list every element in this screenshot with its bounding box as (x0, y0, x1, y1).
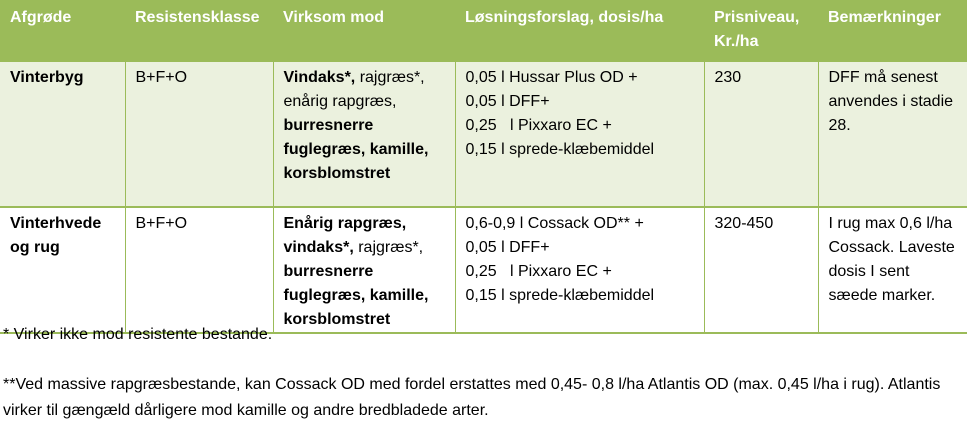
effective-bold-primary: Enårig rapgræs, vindaks*, (283, 215, 407, 256)
cell-remarks: DFF må senest anvendes i stadie 28. (818, 61, 967, 207)
cell-resistance: B+F+O (125, 207, 273, 333)
header-remarks: Bemærkninger (818, 0, 967, 61)
solution-line: 0,25 l Pixxaro EC + (465, 117, 612, 134)
cell-effective (273, 61, 455, 207)
effective-bold-secondary: burresnerre fuglegræs, kamille, korsblomstret (283, 263, 429, 328)
cell-crop: Vinterhvede og rug (0, 207, 125, 333)
cell-remarks: I rug max 0,6 l/ha Cossack. Laveste dosis I sent sæede marker. (818, 207, 967, 333)
effective-plain: rajgræs*, (358, 239, 424, 256)
cell-resistance: B+F+O (125, 61, 273, 207)
header-resistance-class: Resistensklasse (125, 0, 273, 61)
solution-line: 0,6-0,9 l Cossack OD** + (465, 215, 644, 232)
table-row (0, 61, 967, 207)
solution-line: 0,05 l DFF+ (465, 93, 550, 110)
cell-solution (455, 207, 704, 333)
footnote-resistance: * Virker ikke mod resistente bestande. (3, 326, 273, 343)
solution-line: 0,25 l Pixxaro EC + (465, 263, 612, 280)
cell-solution (455, 61, 704, 207)
header-crop: Afgrøde (0, 0, 125, 61)
footnote-cossack-alternative: **Ved massive rapgræsbestande, kan Cossack OD med fordel erstattes med 0,45- 0,8 l/ha Atlantis OD (max. 0,45 l/ha i rug). Atlantis virker til gængæld dårligere mod kamille og andre bredbladede arter. (3, 376, 941, 419)
solution-line: 0,05 l Hussar Plus OD + (465, 69, 638, 86)
effective-plain: rajgræs*, enårig rapgræs, (283, 69, 425, 110)
table-header-row (0, 0, 967, 61)
effective-bold-primary: Vindaks*, (283, 69, 356, 86)
header-solution-dose: Løsningsforslag, dosis/ha (455, 0, 704, 61)
header-price-level: Prisniveau, Kr./ha (704, 0, 818, 61)
solution-line: 0,15 l sprede-klæbemiddel (465, 287, 655, 304)
header-effective-against: Virksom mod (273, 0, 455, 61)
cell-price: 230 (704, 61, 818, 207)
table-row (0, 207, 967, 333)
cell-effective (273, 207, 455, 333)
solution-line: 0,05 l DFF+ (465, 239, 550, 256)
effective-bold-secondary: burresnerre fuglegræs, kamille, korsblomstret (283, 117, 429, 182)
solution-line: 0,15 l sprede-klæbemiddel (465, 141, 655, 158)
cell-crop: Vinterbyg (0, 61, 125, 207)
cell-price: 320-450 (704, 207, 818, 333)
